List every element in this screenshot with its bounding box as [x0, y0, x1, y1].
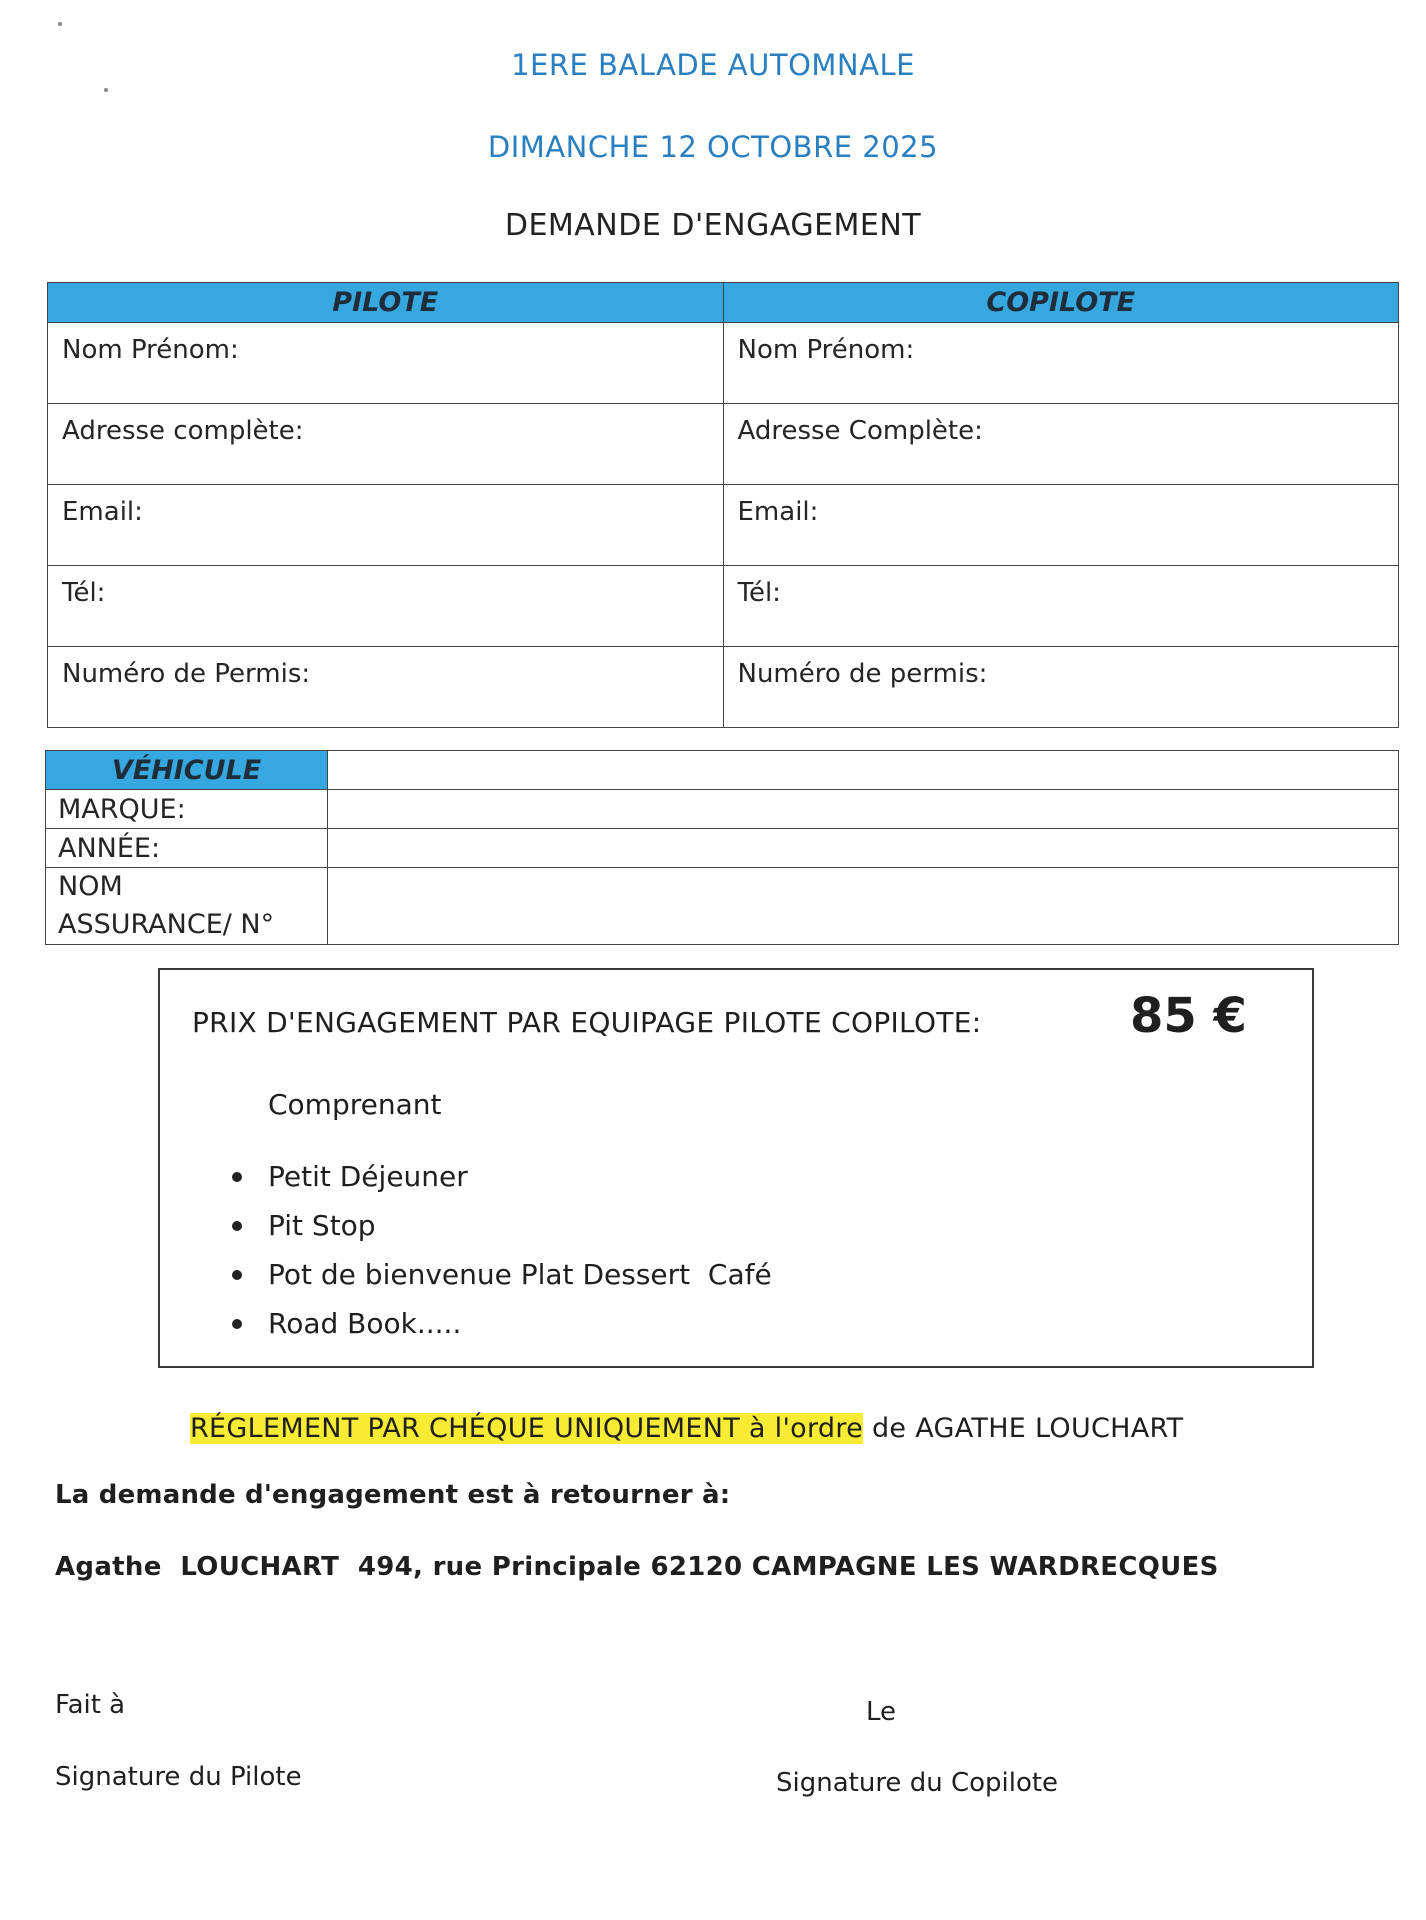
- payment-highlight: RÉGLEMENT PAR CHÉQUE UNIQUEMENT à l'ordre: [190, 1413, 864, 1444]
- copilot-name-field[interactable]: Nom Prénom:: [723, 323, 1399, 404]
- included-list: [220, 1160, 772, 1356]
- vehicle-header-blank: [328, 751, 1399, 790]
- copilot-license-field[interactable]: Numéro de permis:: [723, 647, 1399, 728]
- list-item: Pot de bienvenue Plat Dessert Café: [220, 1258, 772, 1307]
- bullet-icon: [232, 1319, 242, 1329]
- event-title: 1ERE BALADE AUTOMNALE: [511, 48, 915, 82]
- pilot-email-field[interactable]: Email:: [48, 485, 724, 566]
- price-box: [158, 968, 1314, 1368]
- vehicle-header: VÉHICULE: [46, 751, 328, 790]
- copilot-email-field[interactable]: Email:: [723, 485, 1399, 566]
- list-item: Petit Déjeuner: [220, 1160, 772, 1209]
- return-label: La demande d'engagement est à retourner à:: [55, 1480, 731, 1510]
- date-label: Le: [866, 1697, 897, 1727]
- vehicle-brand-label: MARQUE:: [46, 790, 328, 829]
- vehicle-year-input[interactable]: [328, 829, 1399, 868]
- bullet-icon: [232, 1172, 242, 1182]
- insurance-label-line1: NOM: [58, 871, 123, 902]
- return-address: Agathe LOUCHART 494, rue Principale 62120 CAMPAGNE LES WARDRECQUES: [55, 1552, 1219, 1582]
- price-label: PRIX D'ENGAGEMENT PAR EQUIPAGE PILOTE COPILOTE:: [192, 1006, 982, 1039]
- vehicle-year-label: ANNÉE:: [46, 829, 328, 868]
- pilot-license-field[interactable]: Numéro de Permis:: [48, 647, 724, 728]
- included-label: Comprenant: [268, 1088, 442, 1121]
- payment-payee: de AGATHE LOUCHART: [863, 1413, 1184, 1444]
- pilot-signature-label: Signature du Pilote: [55, 1762, 302, 1792]
- event-date: DIMANCHE 12 OCTOBRE 2025: [487, 130, 939, 164]
- pilot-header: PILOTE: [48, 283, 724, 323]
- vehicle-table: [45, 750, 1399, 945]
- insurance-label-line2: ASSURANCE/ N°: [58, 909, 275, 940]
- pilot-address-field[interactable]: Adresse complète:: [48, 404, 724, 485]
- form-title: DEMANDE D'ENGAGEMENT: [504, 208, 922, 243]
- vehicle-insurance-label: [46, 868, 328, 945]
- vehicle-brand-input[interactable]: [328, 790, 1399, 829]
- list-item: Pit Stop: [220, 1209, 772, 1258]
- scan-speck: [58, 22, 62, 26]
- bullet-icon: [232, 1270, 242, 1280]
- pilot-name-field[interactable]: Nom Prénom:: [48, 323, 724, 404]
- crew-table: [47, 282, 1399, 728]
- list-item: Road Book.....: [220, 1307, 772, 1356]
- copilot-header: COPILOTE: [723, 283, 1399, 323]
- copilot-signature-label: Signature du Copilote: [776, 1768, 1059, 1798]
- payment-instructions: [190, 1413, 1183, 1444]
- vehicle-insurance-input[interactable]: [328, 868, 1399, 945]
- price-value: 85 €: [1130, 988, 1247, 1044]
- pilot-phone-field[interactable]: Tél:: [48, 566, 724, 647]
- copilot-address-field[interactable]: Adresse Complète:: [723, 404, 1399, 485]
- scan-speck: [104, 88, 108, 92]
- bullet-icon: [232, 1221, 242, 1231]
- made-at-label: Fait à: [55, 1690, 126, 1720]
- copilot-phone-field[interactable]: Tél:: [723, 566, 1399, 647]
